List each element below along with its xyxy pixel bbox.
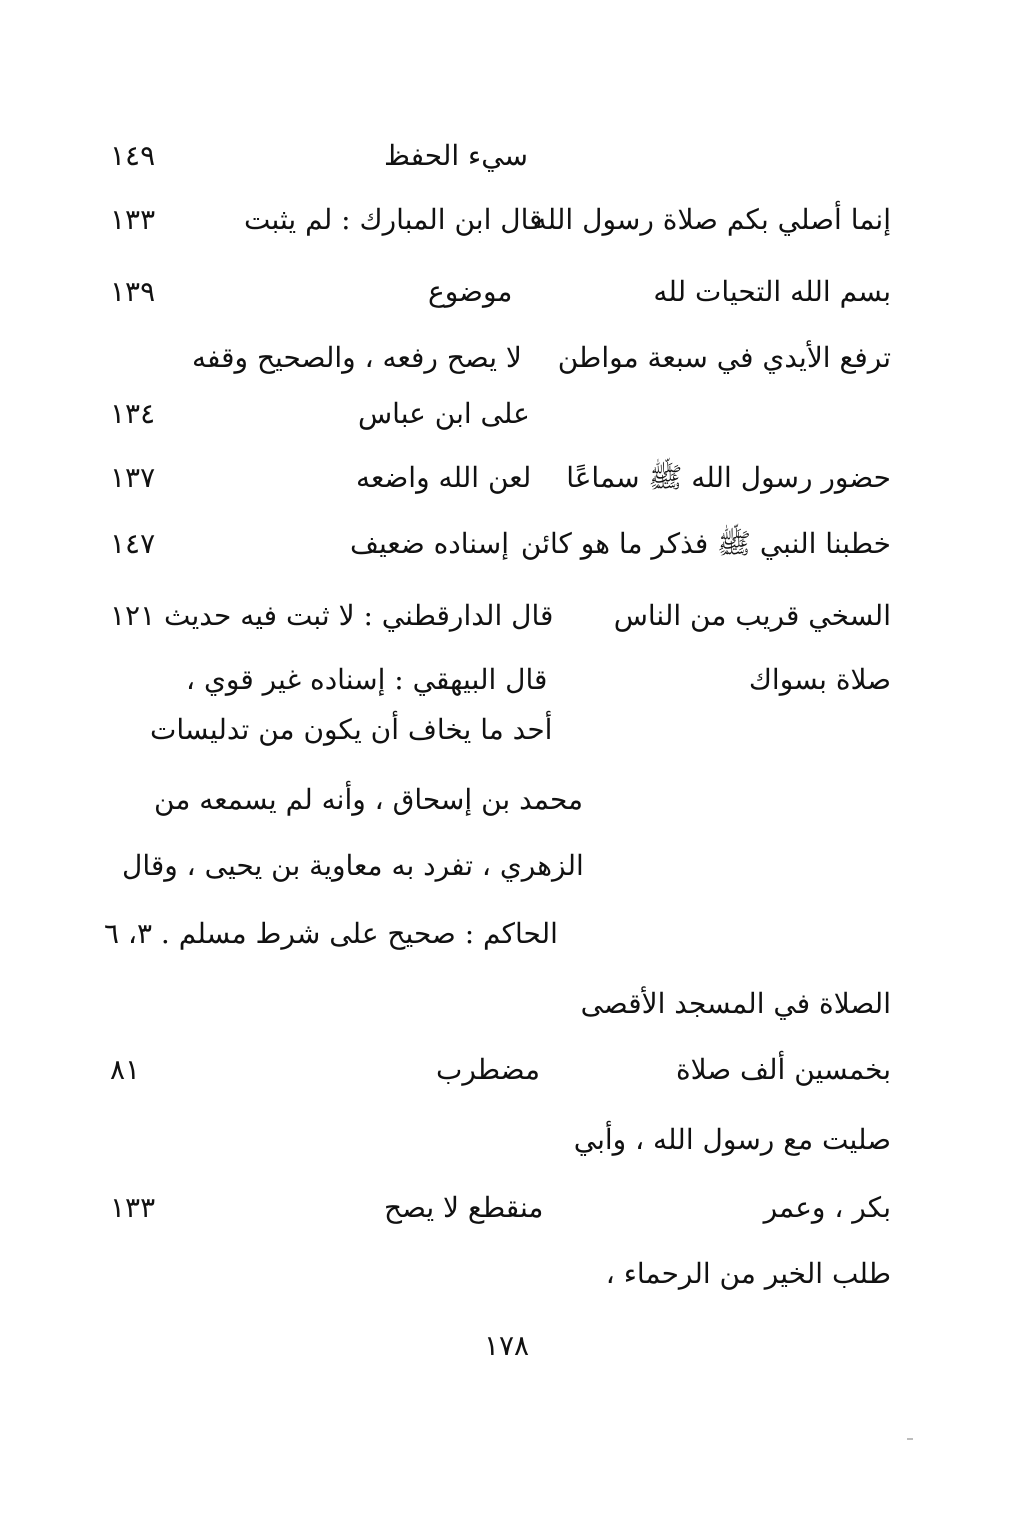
ruling-text: مضطرب xyxy=(436,1053,541,1086)
ruling-continuation: على ابن عباس xyxy=(358,397,530,430)
page-reference: ١٤٩ xyxy=(110,139,156,172)
page-reference: ٨١ xyxy=(110,1053,141,1086)
ruling-line: الزهري ، تفرد به معاوية بن يحيى ، وقال xyxy=(122,849,584,882)
page-reference: ١٣٩ xyxy=(110,275,156,308)
page-reference: ١٣٤ xyxy=(110,397,156,430)
hadith-text: صلاة بسواك xyxy=(748,663,891,696)
ruling-text: سيء الحفظ xyxy=(384,139,528,172)
page-reference: ١٣٧ xyxy=(110,461,156,494)
ruling-line: أحد ما يخاف أن يكون من تدليسات xyxy=(150,713,553,746)
hadith-text: بسم الله التحيات لله xyxy=(653,275,891,308)
ruling-text: لا يصح رفعه ، والصحيح وقفه xyxy=(192,341,522,374)
page-reference: ١٤٧ xyxy=(110,527,156,560)
ruling-line: محمد بن إسحاق ، وأنه لم يسمعه من xyxy=(154,783,584,816)
page-number: ١٧٨ xyxy=(483,1329,530,1362)
page-reference: ١٢١ xyxy=(110,599,156,632)
scan-mark xyxy=(907,1438,913,1440)
hadith-text: حضور رسول الله ﷺ سماعًا xyxy=(566,461,891,494)
hadith-text: إنما أصلي بكم صلاة رسول الله xyxy=(532,203,891,236)
ruling-line: الحاكم : صحيح على شرط مسلم . ٣، ٦ xyxy=(104,917,558,950)
ruling-text: منقطع لا يصح xyxy=(384,1191,544,1224)
ruling-line: قال البيهقي : إسناده غير قوي ، xyxy=(186,663,548,696)
hadith-continuation: بخمسين ألف صلاة xyxy=(675,1053,891,1086)
hadith-text: طلب الخير من الرحماء ، xyxy=(605,1257,891,1290)
hadith-text: خطبنا النبي ﷺ فذكر ما هو كائن xyxy=(520,527,891,560)
hadith-text: صليت مع رسول الله ، وأبي xyxy=(573,1123,891,1156)
hadith-text: السخي قريب من الناس xyxy=(613,599,891,632)
hadith-text: الصلاة في المسجد الأقصى xyxy=(580,987,891,1020)
ruling-text: قال الدارقطني : لا ثبت فيه حديث xyxy=(164,599,554,632)
ruling-text: إسناده ضعيف xyxy=(350,527,509,560)
ruling-text: لعن الله واضعه xyxy=(356,461,532,494)
page-reference: ١٣٣ xyxy=(110,203,156,236)
ruling-text: موضوع xyxy=(428,275,513,308)
hadith-text: ترفع الأيدي في سبعة مواطن xyxy=(557,341,891,374)
page-reference: ١٣٣ xyxy=(110,1191,156,1224)
ruling-text: قال ابن المبارك : لم يثبت xyxy=(244,203,543,236)
hadith-continuation: بكر ، وعمر xyxy=(763,1191,891,1224)
